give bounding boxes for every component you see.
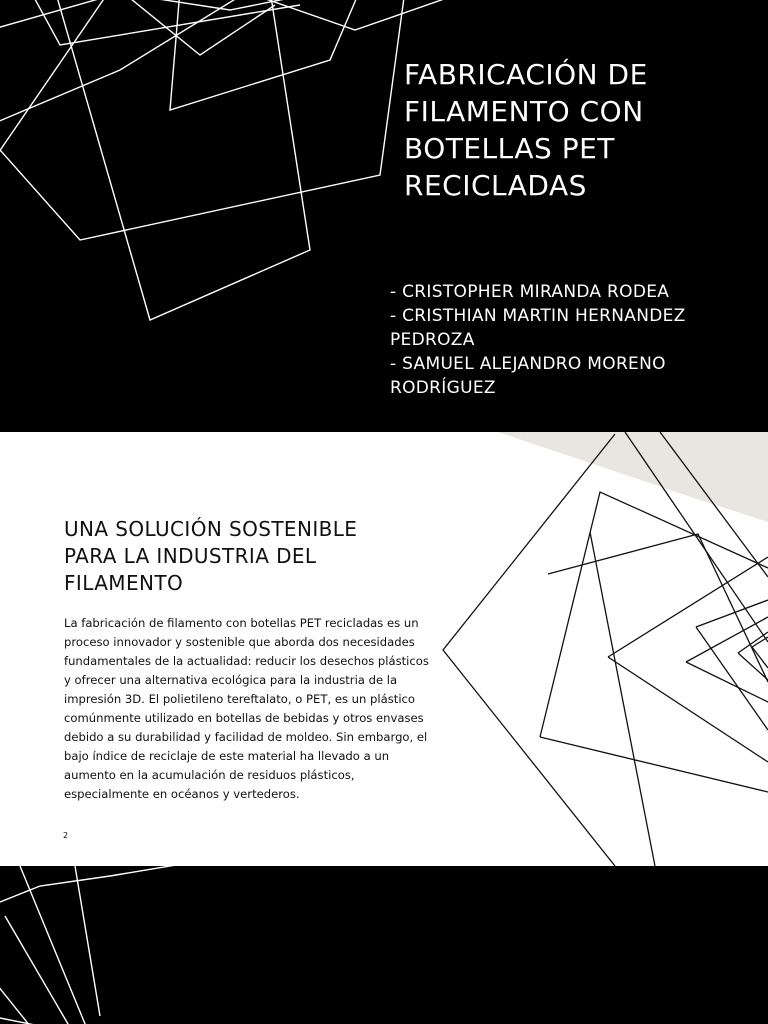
presentation-title: FABRICACIÓN DE FILAMENTO CON BOTELLAS PET RECICLADAS xyxy=(404,58,648,202)
author-item: - CRISTOPHER MIRANDA RODEA xyxy=(390,282,670,302)
author-item: - CRISTHIAN MARTIN HERNANDEZ PEDROZA xyxy=(390,306,686,350)
deco-line xyxy=(0,0,110,165)
content-slide xyxy=(0,432,768,866)
author-item: - SAMUEL ALEJANDRO MORENO RODRÍGUEZ xyxy=(390,354,666,398)
page-number: 2 xyxy=(63,831,69,840)
deco-line xyxy=(590,532,655,866)
deco-line xyxy=(738,653,768,680)
deco-line xyxy=(170,0,360,110)
deco-line xyxy=(443,434,615,866)
deco-line xyxy=(75,866,100,1016)
title-slide xyxy=(0,0,768,432)
deco-line xyxy=(55,0,310,320)
deco-line xyxy=(0,0,250,125)
deco-line xyxy=(0,976,30,1024)
next-slide-partial xyxy=(0,866,768,1024)
deco-line xyxy=(0,866,200,906)
body-paragraph: La fabricación de filamento con botellas PET recicladas es un proceso innovador y sostenible que aborda dos necesidades fundamentales de la actualidad: reducir los desechos plásticos y ofrecer una alternativa ecológica para la industria de la impresión 3D. El polietileno tereftalato, o PET, es un plástico comúnmente utilizado en botellas de bebidas y otros envases debido a su durabilidad y facilidad de moldeo. Sin embargo, el bajo índice de reciclaje de este material ha llevado a un aumento en la acumulación de residuos plásticos, especialmente en océanos y vertederos. xyxy=(64,616,429,801)
deco-line xyxy=(686,662,768,702)
deco-line xyxy=(696,627,768,730)
geometric-lines-decoration xyxy=(0,866,768,1024)
deco-line xyxy=(540,492,768,737)
deco-line xyxy=(548,534,768,682)
deco-line xyxy=(0,1016,40,1024)
beige-accent-shape xyxy=(498,432,768,522)
deco-line xyxy=(540,737,768,792)
deco-line xyxy=(120,0,275,55)
author-list xyxy=(390,280,750,400)
section-heading: UNA SOLUCIÓN SOSTENIBLE PARA LA INDUSTRIA DEL FILAMENTO xyxy=(64,517,358,595)
deco-line xyxy=(0,0,405,240)
